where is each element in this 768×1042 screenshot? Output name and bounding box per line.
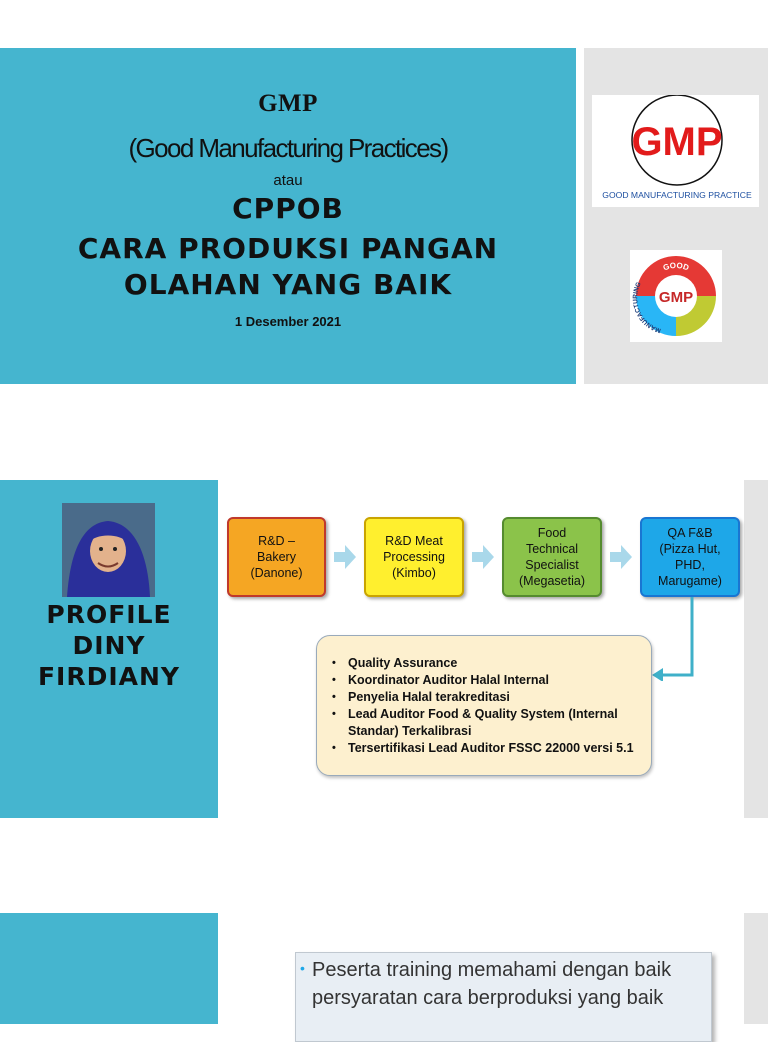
slide3-side-strip — [744, 913, 768, 1024]
svg-text:PRACTICE — [720, 275, 722, 312]
title-cara-line1: CARA PRODUKSI PANGAN — [77, 232, 499, 265]
career-step-megasetia — [502, 517, 602, 597]
logo2-ring-good: GOOD — [661, 260, 691, 273]
career-step-qa-fnb — [640, 517, 740, 597]
logo1-caption: GOOD MANUFACTURING PRACTICE — [602, 190, 752, 200]
slide3-side-panel — [0, 913, 218, 1024]
arrow-right-icon — [472, 545, 494, 569]
qualifications-list — [330, 655, 650, 757]
presentation-date: 1 Desember 2021 — [234, 314, 342, 329]
gmp-puzzle-logo-icon — [630, 250, 722, 342]
arrow-right-icon — [610, 545, 632, 569]
career-step-danone — [227, 517, 326, 597]
profile-heading-line1: PROFILE — [46, 600, 172, 629]
slide2-side-strip — [744, 480, 768, 818]
arrow-right-icon — [334, 545, 356, 569]
logo2-ring-manufacturing: MANUFACTURING — [632, 281, 662, 334]
bullet-icon: • — [300, 960, 305, 976]
title-gmp-full: (Good Manufacturing Practices) — [128, 133, 448, 163]
career-line: Processing — [383, 550, 445, 564]
logo2-ring-practice — [720, 275, 722, 312]
profile-heading-line3: FIRDIANY — [37, 662, 181, 691]
career-line: (Danone) — [250, 566, 303, 580]
connector-arrow-icon — [650, 597, 698, 681]
training-objective: Peserta training memahami dengan baik persyaratan cara berproduksi yang baik — [312, 959, 672, 1009]
career-line: Specialist — [525, 558, 579, 572]
career-line: (Kimbo) — [392, 566, 436, 580]
career-line: Marugame) — [658, 574, 722, 588]
qualification-item: • Penyelia Halal terakreditasi — [348, 689, 650, 706]
logo2-letters: GMP — [658, 289, 694, 306]
title-cara-line2: OLAHAN YANG BAIK — [123, 268, 453, 301]
qualification-item: • Quality Assurance — [348, 655, 650, 672]
title-connector: atau — [273, 172, 303, 189]
career-line: (Pizza Hut, — [659, 542, 721, 556]
gmp-logo-icon — [592, 95, 759, 207]
career-line: Bakery — [257, 550, 296, 564]
qualification-item: • Tersertifikasi Lead Auditor FSSC 22000 versi 5.1 — [348, 740, 650, 757]
qualification-item: • Koordinator Auditor Halal Internal — [348, 672, 650, 689]
qualification-item: • Lead Auditor Food & Quality System (Internal Standar) Terkalibrasi — [348, 706, 650, 740]
logo1-letters: GMP — [631, 120, 723, 164]
career-step-kimbo — [364, 517, 464, 597]
title-gmp: GMP — [258, 90, 318, 117]
career-line: QA F&B — [667, 526, 713, 540]
career-line: PHD, — [675, 558, 705, 572]
title-cppob: CPPOB — [232, 192, 344, 225]
career-line: R&D – — [258, 534, 295, 548]
career-line: Food — [537, 526, 567, 540]
career-line: (Megasetia) — [519, 574, 585, 588]
career-line: Technical — [525, 542, 579, 556]
profile-heading-line2: DINY — [72, 631, 146, 660]
profile-photo — [62, 503, 155, 597]
career-line: R&D Meat — [385, 534, 443, 548]
